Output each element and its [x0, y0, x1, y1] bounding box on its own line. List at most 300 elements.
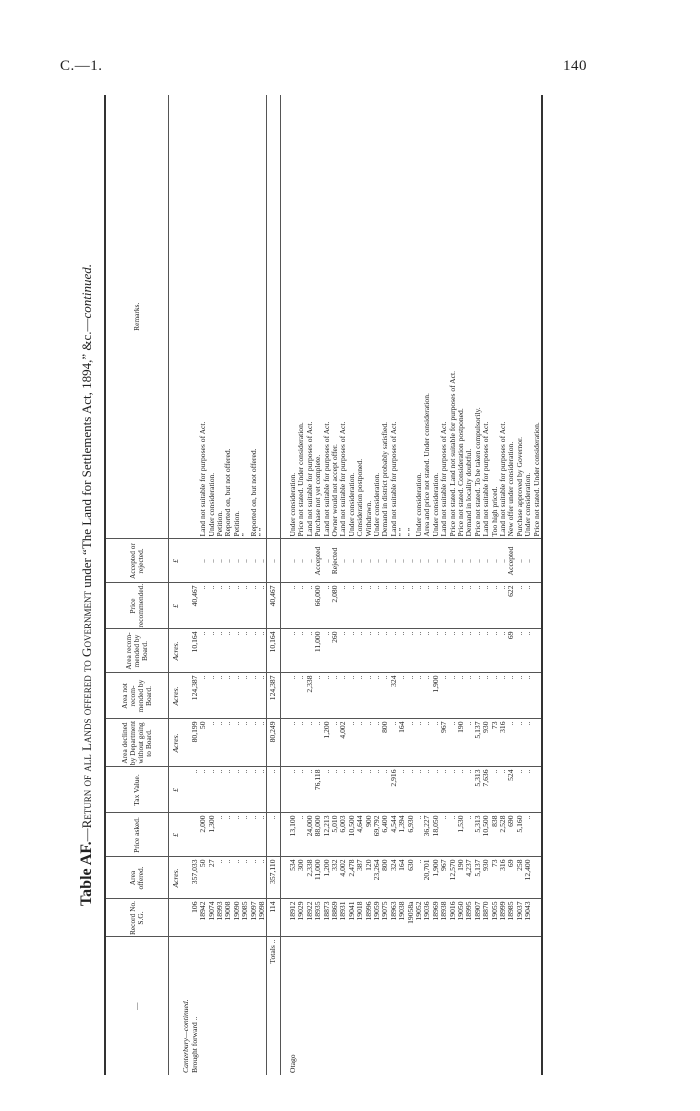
cell-remarks: Land not suitable for purposes of Act. [499, 95, 507, 539]
cell-remarks: New offer under consideration. [507, 95, 515, 539]
cell-not-rec: .. [224, 673, 232, 719]
cell-record: 18870 [482, 899, 490, 937]
cell-price: .. [224, 813, 232, 857]
district-label: Brought forward .. [189, 1016, 199, 1073]
title-middle: under “The Land for Settlements Act, 1894,” &c.— [79, 318, 94, 592]
cell-accepted: .. [398, 539, 406, 583]
cell-price: 838 [491, 813, 499, 857]
cell-area: 50 [199, 857, 207, 899]
cell-price: .. [449, 813, 457, 857]
cell-tax: 7,636 [482, 767, 490, 813]
cell-declined: .. [524, 719, 532, 767]
cell-record: 19050 [457, 899, 465, 937]
cell-rec: .. [465, 629, 473, 673]
cell-rec: .. [306, 629, 314, 673]
cell-record: 19016 [449, 899, 457, 937]
cell-declined: .. [208, 719, 216, 767]
cell-price-rec: .. [457, 583, 465, 629]
cell-price-rec: .. [297, 583, 305, 629]
cell-tax: .. [339, 767, 347, 813]
cell-remarks: Land not suitable for purposes of Act. [390, 95, 398, 539]
cell-record: 19097 [250, 899, 258, 937]
cell-rec: 69 [507, 629, 515, 673]
cell-price-rec: .. [241, 583, 249, 629]
cell-remarks: Price not stated. Consideration postponed. [457, 95, 465, 539]
cell-rec: 260 [331, 629, 339, 673]
cell-tax: .. [323, 767, 331, 813]
cell-price: 690 [507, 813, 515, 857]
cell-accepted: .. [524, 539, 532, 583]
cell-area: 69 [507, 857, 515, 899]
cell-accepted: Accepted [314, 539, 322, 583]
cell-not-rec: .. [258, 673, 267, 719]
cell-area: 20,701 [423, 857, 431, 899]
unit-acres: Acres. [169, 629, 183, 673]
district-label: Totals .. [267, 937, 280, 1075]
col-area-offered: Area offered. [105, 857, 169, 899]
cell-not-rec: .. [208, 673, 216, 719]
cell-tax: .. [348, 767, 356, 813]
cell-price-rec: .. [224, 583, 232, 629]
cell-tax: .. [224, 767, 232, 813]
cell-not-rec: .. [365, 673, 373, 719]
col-record-no: Record No. S.G. [105, 899, 169, 937]
cell-accepted: .. [465, 539, 473, 583]
cell-price-rec: .. [482, 583, 490, 629]
cell-tax: .. [449, 767, 457, 813]
table-body [169, 95, 543, 1075]
cell-price: 18,050 [432, 813, 440, 857]
cell-declined: .. [297, 719, 305, 767]
unit-pounds: £ [169, 539, 183, 583]
cell-accepted: .. [289, 539, 297, 583]
cell-remarks: Reported on, but not offered. [250, 95, 258, 539]
cell-tax: .. [524, 767, 532, 813]
cell-rec: .. [516, 629, 524, 673]
cell-declined: 164 [398, 719, 406, 767]
cell-declined: .. [224, 719, 232, 767]
cell-not-rec: .. [465, 673, 473, 719]
cell-rec: 10,164 [267, 629, 280, 673]
cell-price-rec: .. [474, 583, 482, 629]
cell-price: 1,300 [208, 813, 216, 857]
cell-record: 19090 [233, 899, 241, 937]
cell-tax: .. [356, 767, 364, 813]
cell-area: 800 [381, 857, 389, 899]
cell-accepted: .. [499, 539, 507, 583]
cell-tax: .. [423, 767, 431, 813]
cell-price: .. [233, 813, 241, 857]
cell-price-rec: 40,467 [191, 583, 199, 629]
cell-area: 324 [390, 857, 398, 899]
cell-record: 19058a [407, 899, 415, 937]
cell-record: 19041 [348, 899, 356, 937]
district-label: Otago [287, 1054, 297, 1073]
cell-price: .. [465, 813, 473, 857]
cell-price: 6,003 [339, 813, 347, 857]
cell-price-rec: .. [306, 583, 314, 629]
cell-declined: 190 [457, 719, 465, 767]
cell-price-rec: .. [348, 583, 356, 629]
units-row [169, 95, 183, 1075]
cell-rec: .. [289, 629, 297, 673]
cell-rec: .. [524, 629, 532, 673]
cell-remarks: Under consideration. [373, 95, 381, 539]
cell-not-rec: .. [297, 673, 305, 719]
cell-not-rec: .. [474, 673, 482, 719]
cell-accepted: .. [390, 539, 398, 583]
cell-area: .. [250, 857, 258, 899]
cell-area: 967 [440, 857, 448, 899]
cell-price-rec: .. [516, 583, 524, 629]
cell-accepted: .. [267, 539, 280, 583]
cell-tax: .. [432, 767, 440, 813]
cell-record: 18873 [323, 899, 331, 937]
cell-price: 5,313 [474, 813, 482, 857]
cell-price-rec: .. [491, 583, 499, 629]
col-accepted-rejected: Accepted or rejected. [105, 539, 169, 583]
cell-declined: 930 [482, 719, 490, 767]
title-continued: continued. [79, 263, 94, 319]
cell-tax: .. [250, 767, 258, 813]
cell-rec: .. [216, 629, 224, 673]
cell-record: 106 [191, 899, 199, 937]
cell-accepted: .. [339, 539, 347, 583]
cell-declined: .. [365, 719, 373, 767]
cell-accepted: .. [258, 539, 267, 583]
cell-accepted: .. [474, 539, 482, 583]
cell-rec: .. [398, 629, 406, 673]
cell-price: 1,394 [398, 813, 406, 857]
cell-area: 5,137 [474, 857, 482, 899]
cell-not-rec: .. [373, 673, 381, 719]
cell-accepted: .. [356, 539, 364, 583]
cell-declined: .. [233, 719, 241, 767]
cell-tax: .. [306, 767, 314, 813]
cell-not-rec: .. [440, 673, 448, 719]
cell-not-rec: .. [407, 673, 415, 719]
cell-accepted: .. [297, 539, 305, 583]
cell-remarks: Owner would not accept offer. [331, 95, 339, 539]
unit-pounds: £ [169, 813, 183, 857]
cell-rec: .. [224, 629, 232, 673]
cell-area: 387 [356, 857, 364, 899]
cell-declined: .. [432, 719, 440, 767]
cell-price-rec: .. [373, 583, 381, 629]
cell-rec: .. [250, 629, 258, 673]
cell-price-rec: .. [415, 583, 423, 629]
cell-remarks: Petition. [216, 95, 224, 539]
cell-tax: .. [373, 767, 381, 813]
cell-record: 18999 [499, 899, 507, 937]
cell-rec: 10,164 [191, 629, 199, 673]
cell-rec: .. [323, 629, 331, 673]
cell-record: 19074 [208, 899, 216, 937]
cell-price: 13,100 [289, 813, 297, 857]
col-area-not-recommended: Area not recom-mended by Board. [105, 673, 169, 719]
cell-price-rec: .. [233, 583, 241, 629]
cell-price: 10,500 [348, 813, 356, 857]
cell-record: 19038 [398, 899, 406, 937]
cell-record: 18995 [465, 899, 473, 937]
cell-not-rec: .. [356, 673, 364, 719]
cell-record: 19008 [224, 899, 232, 937]
cell-declined: .. [449, 719, 457, 767]
cell-price: 36,227 [423, 813, 431, 857]
page-number: 140 [563, 58, 587, 74]
cell-price-rec: .. [289, 583, 297, 629]
cell-tax: .. [491, 767, 499, 813]
cell-price: 4,644 [356, 813, 364, 857]
cell-remarks: Purchase approved by Governor. [516, 95, 524, 539]
title-government: Government [79, 591, 94, 657]
cell-record: 18942 [199, 899, 207, 937]
cell-remarks: Demand in locality doubtful. [465, 95, 473, 539]
cell-remarks: ” ” [407, 95, 415, 539]
cell-remarks: ” ” [258, 95, 267, 539]
table-title [72, 95, 102, 1075]
cell-remarks: Price not stated. To be taken compulsorily. [474, 95, 482, 539]
unit-pounds: £ [169, 583, 183, 629]
cell-declined: 1,200 [323, 719, 331, 767]
cell-area: 1,900 [432, 857, 440, 899]
table-row [524, 95, 532, 1075]
cell-remarks: Area and price not stated. Under consideration. [423, 95, 431, 539]
cell-not-rec: .. [381, 673, 389, 719]
cell-remarks: Under consideration. [524, 95, 532, 539]
cell-area: .. [216, 857, 224, 899]
cell-remarks: ” ” [398, 95, 406, 539]
cell-area: 2,338 [306, 857, 314, 899]
cell-not-rec: .. [491, 673, 499, 719]
cell-tax: .. [407, 767, 415, 813]
cell-not-rec: .. [499, 673, 507, 719]
cell-record: 19036 [423, 899, 431, 937]
cell-remarks: Too high priced. [491, 95, 499, 539]
cell-price: 88,000 [314, 813, 322, 857]
cell-remarks [267, 95, 280, 539]
cell-tax: 5,313 [474, 767, 482, 813]
cell-price-rec: .. [398, 583, 406, 629]
cell-area: 12,400 [524, 857, 532, 899]
cell-price-rec: .. [440, 583, 448, 629]
cell-price-rec: .. [524, 583, 532, 629]
cell-remarks: Under consideration. [432, 95, 440, 539]
cell-record: 19037 [516, 899, 524, 937]
cell-tax: .. [258, 767, 267, 813]
cell-price-rec: .. [449, 583, 457, 629]
cell-remarks: Under consideration. [415, 95, 423, 539]
cell-not-rec: .. [507, 673, 515, 719]
cell-remarks: Land not suitable for purposes of Act. [199, 95, 207, 539]
col-blank: — [105, 937, 169, 1075]
cell-tax: 524 [507, 767, 515, 813]
cell-not-rec: .. [449, 673, 457, 719]
cell-area: .. [224, 857, 232, 899]
cell-price: 6,930 [407, 813, 415, 857]
cell-area: .. [233, 857, 241, 899]
cell-remarks: Price not stated. Under consideration. [533, 95, 542, 539]
cell-price-rec: .. [465, 583, 473, 629]
cell-declined: 967 [440, 719, 448, 767]
cell-remarks: Price not stated. Under consideration. [297, 95, 305, 539]
cell-declined: .. [507, 719, 515, 767]
cell-price: 12,213 [323, 813, 331, 857]
cell-not-rec: .. [199, 673, 207, 719]
cell-tax: .. [457, 767, 465, 813]
cell-record: 18969 [432, 899, 440, 937]
cell-price: 24,000 [306, 813, 314, 857]
cell-accepted: .. [482, 539, 490, 583]
cell-price: 2,528 [499, 813, 507, 857]
cell-declined: 5,137 [474, 719, 482, 767]
cell-not-rec: .. [516, 673, 524, 719]
cell-area: 12,570 [449, 857, 457, 899]
cell-price-rec: .. [258, 583, 267, 629]
cell-declined: .. [516, 719, 524, 767]
cell-remarks: Under consideration. [348, 95, 356, 539]
cell-declined: .. [258, 719, 267, 767]
cell-not-rec: .. [423, 673, 431, 719]
cell-tax: .. [267, 767, 280, 813]
cell-rec: .. [199, 629, 207, 673]
cell-accepted: .. [199, 539, 207, 583]
cell-accepted: .. [381, 539, 389, 583]
cell-tax: .. [331, 767, 339, 813]
cell-area: 23,264 [373, 857, 381, 899]
cell-declined: .. [314, 719, 322, 767]
cell-price: .. [258, 813, 267, 857]
cell-record: 18963 [390, 899, 398, 937]
cell-declined: .. [216, 719, 224, 767]
cell-declined: .. [289, 719, 297, 767]
cell-record: 19052 [415, 899, 423, 937]
cell-remarks: Under consideration. [208, 95, 216, 539]
cell-rec: 11,000 [314, 629, 322, 673]
cell-not-rec: .. [216, 673, 224, 719]
cell-rec: .. [373, 629, 381, 673]
cell-tax: .. [465, 767, 473, 813]
cell-remarks: ” [241, 95, 249, 539]
cell-price-rec: .. [381, 583, 389, 629]
unit-pounds: £ [169, 767, 183, 813]
cell-not-rec: .. [457, 673, 465, 719]
cell-area: 4,237 [465, 857, 473, 899]
cell-rec: .. [457, 629, 465, 673]
cell-record: 18935 [314, 899, 322, 937]
cell-accepted: .. [407, 539, 415, 583]
table-label: Table AF. [78, 841, 95, 907]
cell-accepted: .. [323, 539, 331, 583]
cell-area: 357,110 [267, 857, 280, 899]
cell-price [533, 813, 542, 857]
cell-rec: .. [258, 629, 267, 673]
cell-price: .. [216, 813, 224, 857]
cell-area: 300 [297, 857, 305, 899]
cell-rec: .. [356, 629, 364, 673]
cell-accepted: .. [457, 539, 465, 583]
cell-rec: .. [297, 629, 305, 673]
cell-tax: .. [415, 767, 423, 813]
cell-accepted: .. [224, 539, 232, 583]
cell-accepted: .. [306, 539, 314, 583]
unit-acres: Acres. [169, 673, 183, 719]
cell-record: 18907 [474, 899, 482, 937]
header-row [105, 95, 169, 1075]
cell-tax [533, 767, 542, 813]
cell-rec: .. [390, 629, 398, 673]
cell-price: .. [415, 813, 423, 857]
cell-accepted: Accepted [507, 539, 515, 583]
cell-record [533, 899, 542, 937]
cell-area: 1,200 [323, 857, 331, 899]
cell-declined: .. [407, 719, 415, 767]
cell-declined: .. [241, 719, 249, 767]
cell-area: 930 [482, 857, 490, 899]
cell-price: .. [241, 813, 249, 857]
col-price-recommended: Price recommended. [105, 583, 169, 629]
cell-declined: .. [356, 719, 364, 767]
cell-accepted: .. [516, 539, 524, 583]
cell-not-rec: .. [482, 673, 490, 719]
cell-remarks: Consideration postponed. [356, 95, 364, 539]
table-row [533, 95, 542, 1075]
cell-accepted: .. [216, 539, 224, 583]
cell-area: 534 [289, 857, 297, 899]
cell-area: 120 [365, 857, 373, 899]
cell-record: 18938 [440, 899, 448, 937]
cell-record: 18869 [331, 899, 339, 937]
cell-area [533, 857, 542, 899]
unit-acres: Acres. [169, 857, 183, 899]
cell-tax: .. [365, 767, 373, 813]
cell-area: 316 [499, 857, 507, 899]
cell-not-rec: .. [323, 673, 331, 719]
cell-price-rec: .. [339, 583, 347, 629]
cell-price-rec: 40,467 [267, 583, 280, 629]
cell-rec: .. [381, 629, 389, 673]
cell-tax: .. [199, 767, 207, 813]
cell-record: 19043 [524, 899, 532, 937]
cell-tax: .. [208, 767, 216, 813]
cell-tax: .. [297, 767, 305, 813]
cell-price-rec: 66,000 [314, 583, 322, 629]
cell-not-rec: .. [233, 673, 241, 719]
cell-price-rec: .. [208, 583, 216, 629]
cell-area: 258 [516, 857, 524, 899]
cell-tax: .. [216, 767, 224, 813]
cell-record: 18996 [365, 899, 373, 937]
cell-price: 69,792 [373, 813, 381, 857]
cell-record: 19085 [241, 899, 249, 937]
cell-area: 332 [331, 857, 339, 899]
cell-price-rec: .. [250, 583, 258, 629]
cell-record: 19059 [373, 899, 381, 937]
cell-declined: .. [373, 719, 381, 767]
cell-tax: 76,118 [314, 767, 322, 813]
cell-rec: .. [407, 629, 415, 673]
cell-declined: .. [390, 719, 398, 767]
cell-declined: .. [306, 719, 314, 767]
cell-price: .. [440, 813, 448, 857]
cell-price: 5,010 [331, 813, 339, 857]
cell-tax: 2,916 [390, 767, 398, 813]
cell-remarks: Land not suitable for purposes of Act. [306, 95, 314, 539]
cell-price: .. [250, 813, 258, 857]
cell-remarks: Land not suitable for purposes of Act. [440, 95, 448, 539]
col-remarks: Remarks. [105, 95, 169, 539]
cell-accepted [533, 539, 542, 583]
